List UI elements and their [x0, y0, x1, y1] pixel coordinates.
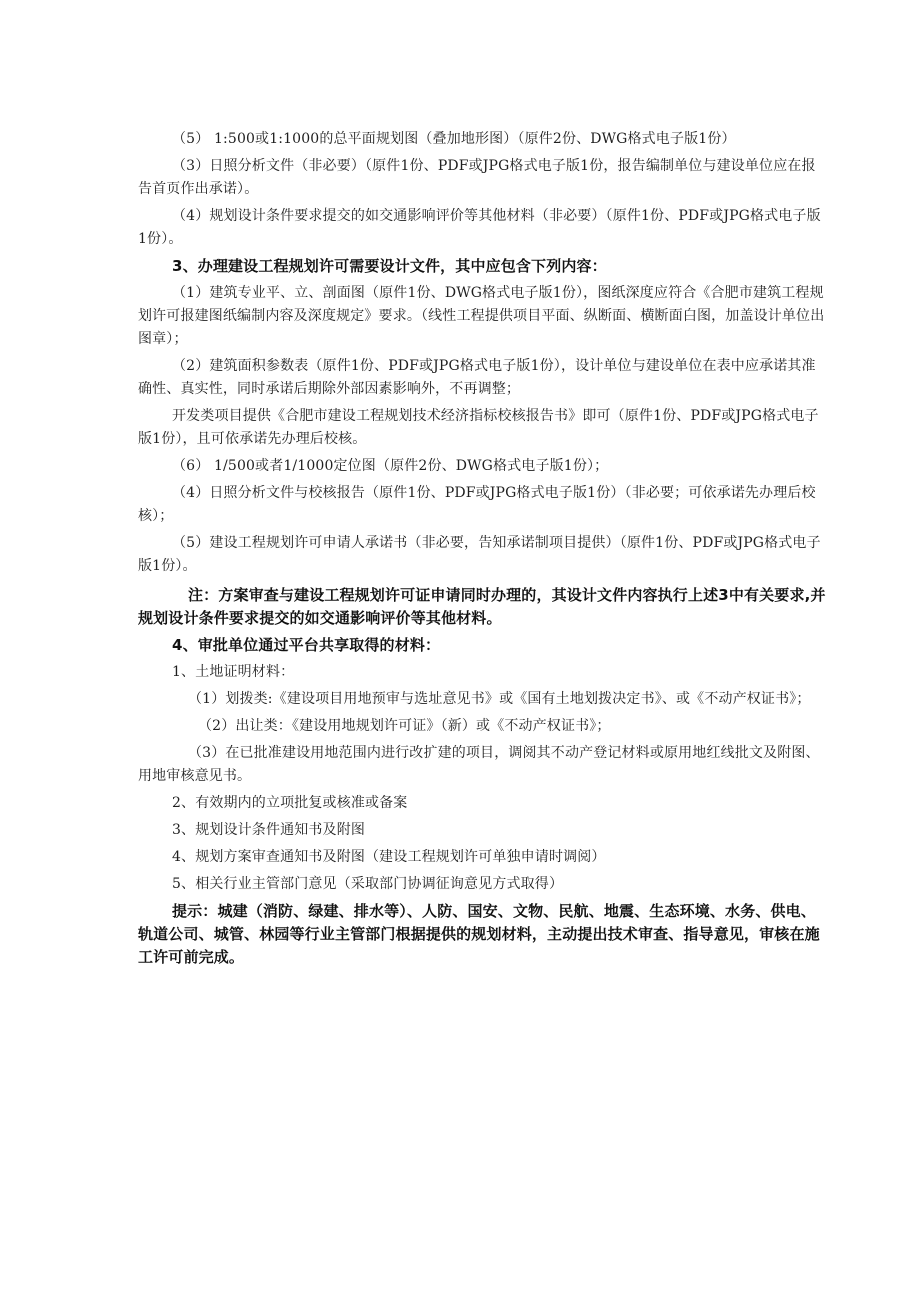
- note-paragraph: 注：方案审查与建设工程规划许可证申请同时办理的，其设计文件内容执行上述3中有关要求,并规划设计条件要求提交的如交通影响评价等其他材料。: [138, 586, 826, 627]
- item-sunlight-check-report: （4）日照分析文件与校核报告（原件1份、PDF或JPG格式电子版1份）（非必要；可依承诺先办理后校核）；: [138, 485, 816, 524]
- item-allocation-type: （1）划拨类:《建设项目用地预审与选址意见书》或《国有土地划拨决定书》、或《不动产权证书》；: [188, 691, 811, 707]
- item-location-plan: （6） 1/500或者1/1000定位图（原件2份、DWG格式电子版1份）；: [172, 458, 609, 474]
- tip-paragraph: 提示：城建（消防、绿建、排水等）、人防、国安、文物、民航、地震、生态环境、水务、供电、轨道公司、城管、林园等行业主管部门根据提供的规划材料，主动提出技术审查、指导意见，审核在施工许可前完成。: [138, 902, 820, 966]
- item-project-approval: 2、有效期内的立项批复或核准或备案: [172, 795, 408, 811]
- item-development-report: 开发类项目提供《合肥市建设工程规划技术经济指标校核报告书》即可（原件1份、PDF或JPG格式电子版1份），且可依承诺先办理后校核。: [138, 408, 819, 447]
- item-sunlight-analysis: （3）日照分析文件（非必要）（原件1份、PDF或JPG格式电子版1份，报告编制单位与建设单位应在报告首页作出承诺）。: [138, 158, 816, 197]
- item-area-parameters: （2）建筑面积参数表（原件1份、PDF或JPG格式电子版1份），设计单位与建设单位在表中应承诺其准确性、真实性，同时承诺后期除外部因素影响外，不再调整；: [138, 358, 816, 397]
- item-scheme-review: 4、规划方案审查通知书及附图（建设工程规划许可单独申请时调阅）: [172, 849, 606, 865]
- item-site-plan: （5） 1:500或1:1000的总平面规划图（叠加地形图）（原件2份、DWG格式电子版1份）: [172, 131, 736, 147]
- section-3-heading: 3、办理建设工程规划许可需要设计文件，其中应包含下列内容：: [172, 257, 607, 275]
- item-architectural-drawings: （1）建筑专业平、立、剖面图（原件1份、DWG格式电子版1份），图纸深度应符合《合肥市建筑工程规划许可报建图纸编制内容及深度规定》要求。（线性工程提供项目平面、纵断面、横断面白图，加盖设计单位出图章）；: [138, 285, 825, 347]
- item-planning-conditions: 3、规划设计条件通知书及附图: [172, 822, 366, 838]
- item-expansion-project: （3）在已批准建设用地范围内进行改扩建的项目，调阅其不动产登记材料或原用地红线批文及附图、用地审核意见书。: [138, 745, 820, 784]
- item-land-certificate: 1、土地证明材料：: [172, 664, 295, 680]
- section-4-heading: 4、审批单位通过平台共享取得的材料：: [172, 636, 441, 654]
- item-applicant-commitment: （5）建设工程规划许可申请人承诺书（非必要，告知承诺制项目提供）（原件1份、PDF或JPG格式电子版1份）。: [138, 535, 821, 574]
- item-traffic-impact: （4）规划设计条件要求提交的如交通影响评价等其他材料（非必要）（原件1份、PDF或JPG格式电子版1份）。: [138, 208, 821, 247]
- item-department-opinions: 5、相关行业主管部门意见（采取部门协调征询意见方式取得）: [172, 876, 564, 892]
- document-page: [138, 128, 828, 969]
- item-transfer-type: （2）出让类：《建设用地规划许可证》（新）或《不动产权证书》；: [198, 718, 611, 734]
